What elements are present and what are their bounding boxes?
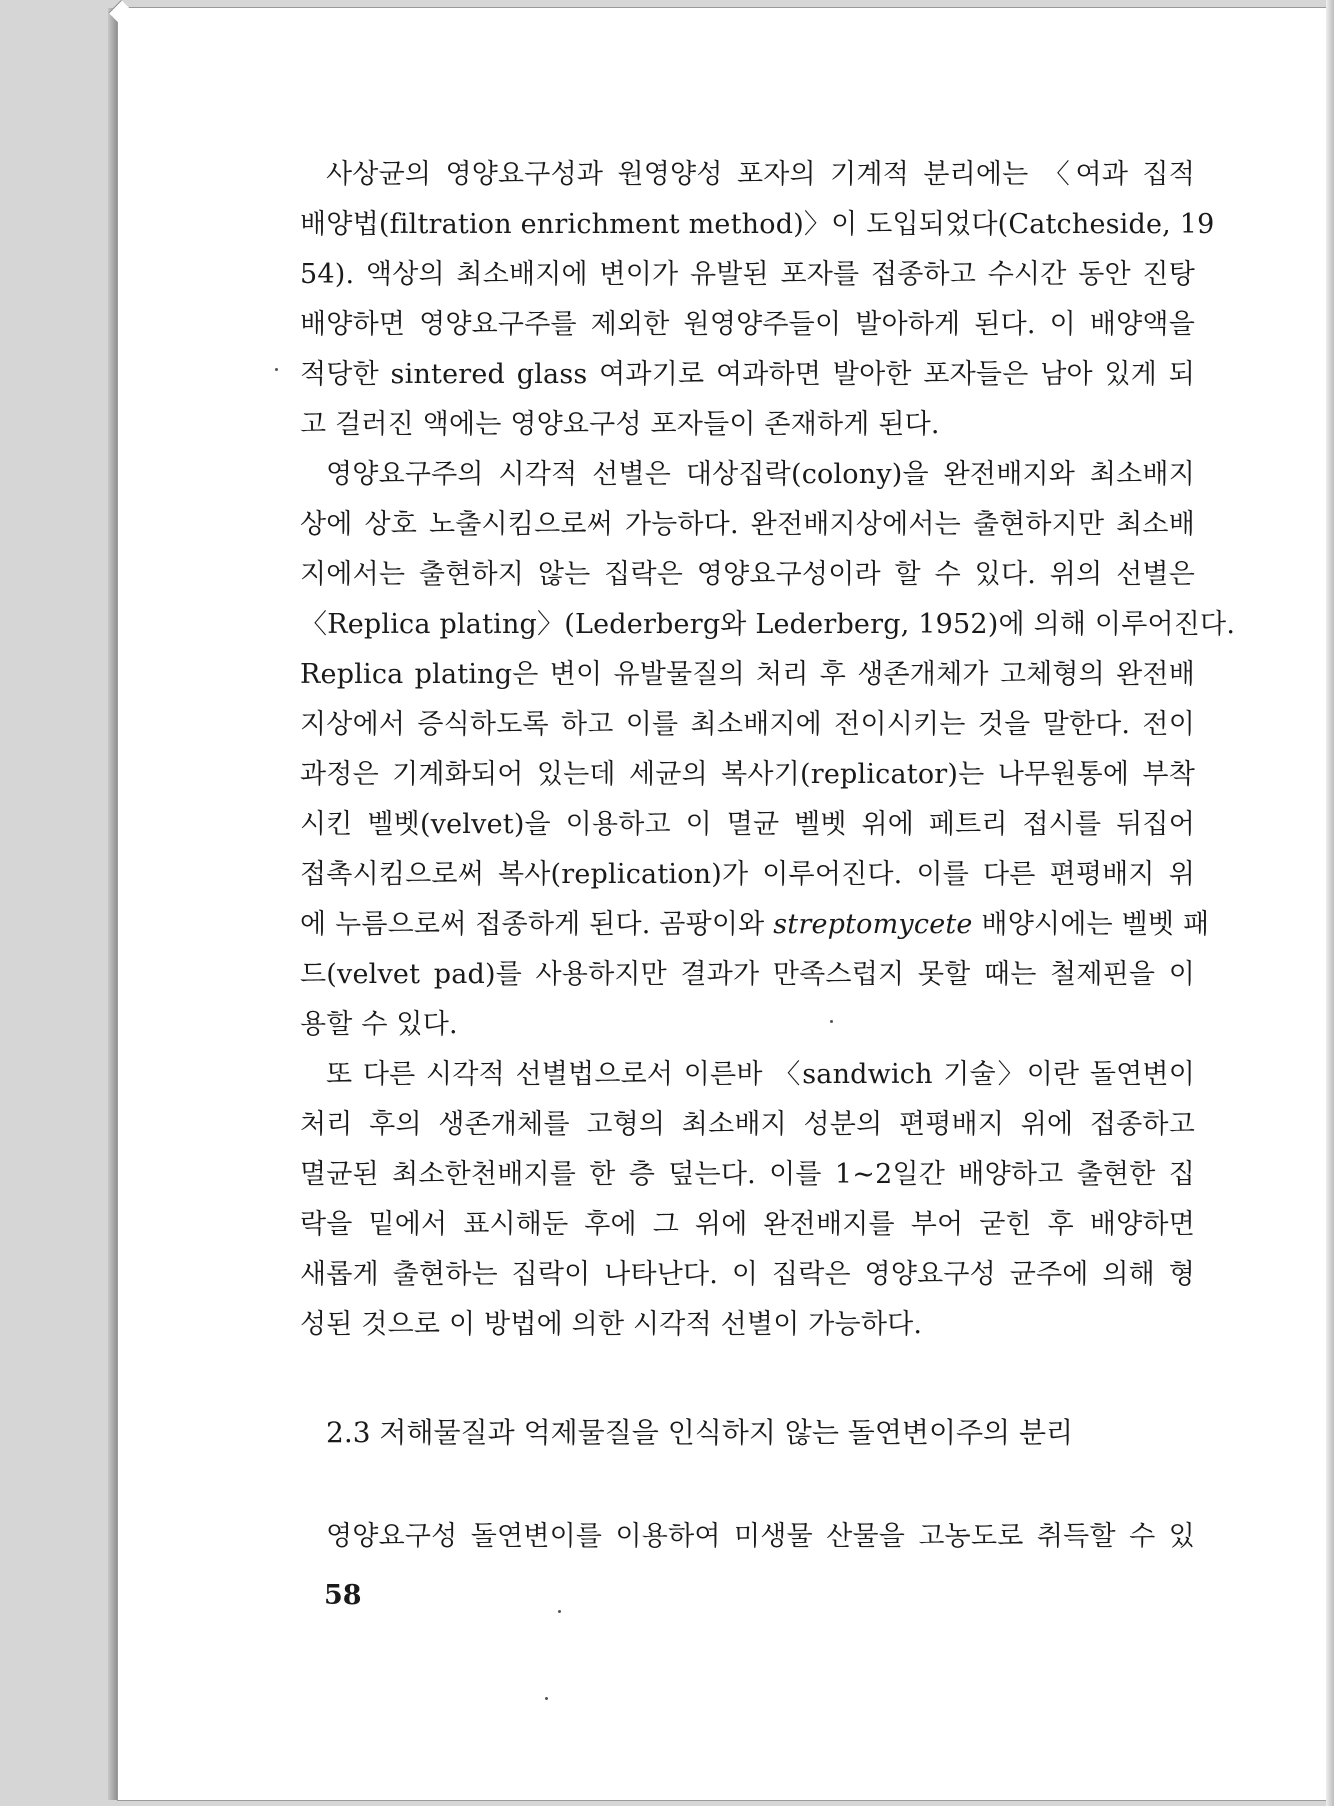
text-line: 54). 액상의 최소배지에 변이가 유발된 포자를 접종하고 수시간 동안 진탕 [300, 259, 1195, 290]
text-line: 접촉시킴으로써 복사(replication)가 이루어진다. 이를 다른 편평배지 위 [300, 859, 1195, 890]
text-line: Replica plating은 변이 유발물질의 처리 후 생존개체가 고체형의 완전배 [300, 659, 1195, 690]
section-spacer [300, 1458, 1195, 1512]
page-body-text [300, 150, 1236, 1562]
paragraph-replica-plating [300, 450, 1236, 1050]
paragraph-sandwich-technique [300, 1050, 1195, 1350]
text-line: 영양요구성 돌연변이를 이용하여 미생물 산물을 고농도로 취득할 수 있 [326, 1521, 1195, 1552]
text-line: 상에 상호 노출시킴으로써 가능하다. 완전배지상에서는 출현하지만 최소배 [300, 509, 1195, 540]
text-line: 과정은 기계화되어 있는데 세균의 복사기(replicator)는 나무원통에 부착 [300, 759, 1195, 790]
text-segment: 배양시에는 벨벳 패 [981, 909, 1210, 940]
text-line: 영양요구주의 시각적 선별은 대상집락(colony)을 완전배지와 최소배지 [326, 459, 1195, 490]
page-edge-right [1326, 0, 1334, 1806]
scan-speck [545, 1697, 548, 1700]
scan-speck [558, 1610, 561, 1613]
text-line: 배양하면 영양요구주를 제외한 원영양주들이 발아하게 된다. 이 배양액을 [300, 309, 1195, 340]
text-segment: 에 누름으로써 접종하게 된다. 곰팡이와 [300, 909, 765, 940]
text-line: 또 다른 시각적 선별법으로서 이른바 〈sandwich 기술〉이란 돌연변이 [326, 1059, 1195, 1090]
text-line-mixed [300, 900, 1210, 950]
text-line: 멸균된 최소한천배지를 한 층 덮는다. 이를 1∼2일간 배양하고 출현한 집 [300, 1159, 1195, 1190]
scan-speck [275, 368, 278, 371]
text-line: 배양법(filtration enrichment method)〉이 도입되었다(Catcheside, 19 [300, 209, 1215, 240]
italic-term: streptomycete [773, 909, 973, 940]
text-line: 사상균의 영양요구성과 원영양성 포자의 기계적 분리에는 〈여과 집적 [326, 159, 1195, 190]
text-line: 락을 밑에서 표시해둔 후에 그 위에 완전배지를 부어 굳힌 후 배양하면 [300, 1209, 1195, 1240]
text-line: 성된 것으로 이 방법에 의한 시각적 선별이 가능하다. [300, 1309, 923, 1340]
text-line: 시킨 벨벳(velvet)을 이용하고 이 멸균 벨벳 위에 페트리 접시를 뒤집어 [300, 809, 1195, 840]
text-line: 새롭게 출현하는 집락이 나타난다. 이 집락은 영양요구성 균주에 의해 형 [300, 1259, 1195, 1290]
text-line: 드(velvet pad)를 사용하지만 결과가 만족스럽지 못할 때는 철제핀을 이 [300, 959, 1195, 990]
text-line: 적당한 sintered glass 여과기로 여과하면 발아한 포자들은 남아 있게 되 [300, 359, 1195, 390]
paragraph-filtration-enrichment [300, 150, 1215, 450]
text-line: 고 걸러진 액에는 영양요구성 포자들이 존재하게 된다. [300, 409, 940, 440]
section-heading: 2.3 저해물질과 억제물질을 인식하지 않는 돌연변이주의 분리 [326, 1416, 1074, 1449]
text-line: 용할 수 있다. [300, 1009, 458, 1040]
paragraph-auxotroph-products [300, 1512, 1195, 1562]
page-number: 58 [324, 1580, 362, 1611]
text-line: 지에서는 출현하지 않는 집락은 영양요구성이라 할 수 있다. 위의 선별은 [300, 559, 1195, 590]
text-line: 〈Replica plating〉(Lederberg와 Lederberg, 1952)에 의해 이루어진다. [300, 609, 1236, 640]
text-line: 지상에서 증식하도록 하고 이를 최소배지에 전이시키는 것을 말한다. 전이 [300, 709, 1195, 740]
page-binding-shadow [108, 8, 118, 1800]
text-line: 처리 후의 생존개체를 고형의 최소배지 성분의 편평배지 위에 접종하고 [300, 1109, 1195, 1140]
